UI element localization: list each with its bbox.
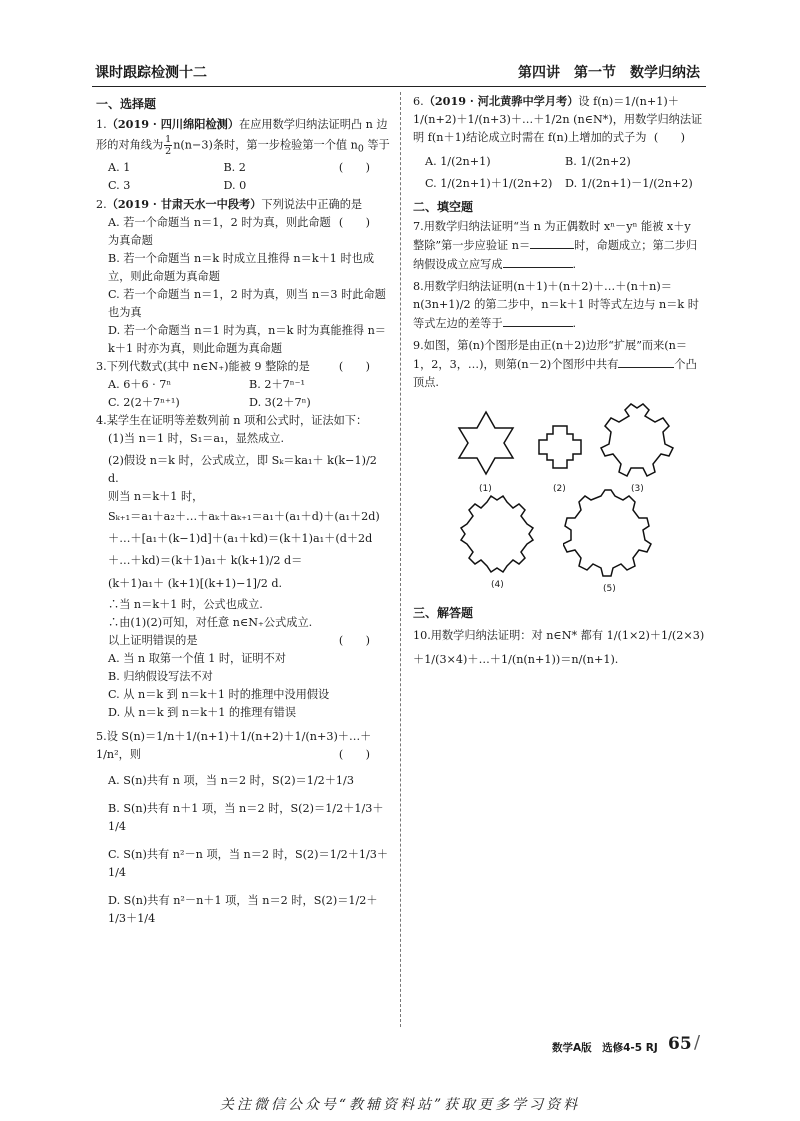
figure-label: (2) (553, 484, 566, 494)
q1-text-c: 等于 (363, 138, 390, 152)
q2-source: （2019 · 甘肃天水一中段考） (106, 196, 262, 211)
question-10 (413, 624, 705, 672)
q9-text-a: 如图，第(n)个图形是由正(n＋2)边形“扩展”而来(n＝1，2，3，…)，则第(n－2)个图形中共有 (413, 339, 688, 371)
q1-source: （2019 · 四川绵阳检测） (106, 117, 240, 131)
q7-text-a: 用数学归纳法证明“当 n 为正偶数时 xⁿ－yⁿ 能被 x＋y 整除”第一步应验证 n＝ (413, 220, 691, 252)
footer-book: 数学A版 选修4-5 RJ (552, 1042, 658, 1054)
option: D. 从 n＝k 到 n＝k＋1 的推理有错误 (108, 705, 297, 719)
option: A. 当 n 取第一个值 1 时，证明不对 (108, 651, 286, 665)
q5-paren: ( ) (338, 747, 370, 761)
q6-num: 6. (413, 95, 424, 108)
question-7 (413, 218, 705, 274)
option: B. 2＋7ⁿ⁻¹ (249, 377, 305, 391)
question-9 (413, 337, 705, 392)
q3-paren: ( ) (338, 359, 370, 373)
q6-text: 设 f(n)＝1/(n+1)＋1/(n+2)＋1/(n+3)＋…＋1/2n (n∈N*)，用数学归纳法证明 f(n＋1)结论成立时需在 f(n)上增加的式子为 (413, 95, 703, 144)
watermark-text: 关注微信公众号“教辅资料站”获取更多学习资料 (219, 1097, 581, 1113)
q8-num: 8. (413, 280, 424, 293)
q4-line: 则当 n＝k＋1 时， (108, 489, 204, 503)
question-6 (413, 92, 705, 195)
q7-blank-1[interactable] (530, 236, 574, 249)
figure-label: (4) (491, 580, 504, 590)
q4-line: (k＋1)a₁＋ (k+1)[(k+1)−1]/2 d. (108, 576, 283, 590)
figure-1-star (451, 408, 521, 478)
q4-line: ∴当 n＝k＋1 时，公式也成立. (108, 597, 263, 611)
q7-blank-2[interactable] (503, 255, 573, 268)
q4-line: 某学生在证明等差数列前 n 项和公式时，证法如下： (106, 413, 368, 427)
question-5 (96, 728, 390, 928)
figure-4-shape (457, 494, 537, 574)
option: B. 2 (223, 160, 246, 174)
q5-num: 5. (96, 729, 107, 743)
q6-options (413, 151, 705, 195)
q4-line: 以上证明错误的是 ( ) (96, 632, 390, 650)
option: B. 若一个命题当 n＝k 时成立且推得 n＝k＋1 时也成立，则此命题为真命题 (108, 251, 375, 283)
option: C. 1/(2n+1)＋1/(2n+2) (425, 177, 553, 190)
section-fill: 二、填空题 (413, 200, 474, 214)
section-choice: 一、选择题 (96, 97, 157, 111)
option: B. S(n)共有 n＋1 项，当 n＝2 时，S(2)＝1/2＋1/3＋1/4 (108, 801, 384, 833)
q3-options (96, 376, 390, 412)
q2-text: 下列说法中正确的是 (261, 197, 363, 211)
q3-num: 3. (96, 359, 107, 373)
option: D. 0 (223, 178, 247, 192)
question-3 (96, 358, 390, 412)
option: D. S(n)共有 n²－n＋1 项，当 n＝2 时，S(2)＝1/2＋1/3＋1/4 (108, 893, 378, 925)
right-column (413, 92, 705, 672)
q1-frac: $\frac{1}{2}$ (165, 134, 172, 157)
q6-paren: ( ) (653, 131, 685, 144)
option: C. S(n)共有 n²－n 项，当 n＝2 时，S(2)＝1/2＋1/3＋1/4 (108, 847, 389, 879)
q7-text-b: 时，命题成立；第二步归纳假设成立应写成 (413, 239, 698, 271)
q6-source: （2019 · 河北黄骅中学月考） (423, 94, 579, 108)
option: C. 若一个命题当 n＝1，2 时为真，则当 n＝3 时此命题也为真 (108, 287, 386, 319)
q1-text-b: n(n−3)条时，第一步检验第一个值 n (173, 138, 358, 152)
option: C. 2(2＋7ⁿ⁺¹) (108, 395, 180, 409)
figure-3-shape (597, 400, 677, 480)
option: D. 若一个命题当 n＝1 时为真，n＝k 时为真能推得 n＝k＋1 时亦为真，则此命题为真命题 (108, 323, 386, 355)
q8-text-a: 用数学归纳法证明(n＋1)＋(n＋2)＋…＋(n＋n)＝ n(3n+1)/2 的第二步中，n＝k＋1 时等式左边与 n＝k 时等式左边的差等于 (413, 280, 699, 330)
q5-text: 设 S(n)＝1/n＋1/(n+1)＋1/(n+2)＋1/(n+3)＋…＋1/n²，则 (96, 729, 372, 761)
q4-line: Sₖ₊₁＝a₁＋a₂＋…＋aₖ＋aₖ₊₁＝a₁＋(a₁＋d)＋(a₁＋2d)＋…＋[a₁＋(k−1)d]＋(a₁＋kd)＝(k＋1)a₁＋(d＋2d＋…＋kd)＝(k＋1)a₁＋ k(k+1)/2 d＝ (108, 509, 380, 567)
q10-num: 10. (413, 629, 431, 642)
figure-2-cross (535, 422, 585, 472)
option: A. S(n)共有 n 项，当 n＝2 时，S(2)＝1/2＋1/3 (108, 773, 354, 787)
q9-blank[interactable] (618, 355, 674, 368)
figure-label: (1) (479, 484, 492, 494)
q9-num: 9. (413, 339, 424, 352)
question-1 (96, 115, 390, 195)
q4-line: (1)当 n＝1 时，S₁＝a₁，显然成立. (108, 431, 285, 445)
option: D. 1/(2n+1)－1/(2n+2) (565, 177, 693, 190)
q1-num: 1. (96, 118, 107, 131)
option: C. 从 n＝k 到 n＝k＋1 时的推理中没用假设 (108, 687, 330, 701)
q4-line: (2)假设 n＝k 时，公式成立，即 Sₖ＝ka₁＋ k(k−1)/2 d. (108, 453, 377, 485)
q2-num: 2. (96, 197, 107, 211)
q7-num: 7. (413, 220, 424, 233)
q9-text-b: 个凸顶点. (413, 358, 697, 389)
header-rule (92, 86, 706, 87)
figure-label: (3) (631, 484, 644, 494)
figure-label: (5) (603, 584, 616, 594)
question-2 (96, 195, 390, 358)
header-title: 课时跟踪检测十二 (95, 65, 207, 81)
q3-text: 下列代数式(其中 n∈N₊)能被 9 整除的是 (106, 359, 310, 373)
column-divider (400, 92, 401, 1027)
q8-blank[interactable] (503, 314, 573, 327)
option: A. 1/(2n+1) (425, 155, 491, 168)
left-column (96, 92, 390, 928)
option: B. 1/(2n+2) (565, 155, 631, 168)
footer-slash: / (694, 1032, 701, 1053)
question-8 (413, 278, 705, 333)
figure-group (413, 400, 705, 594)
question-4 (96, 412, 390, 722)
option: A. 6＋6 · 7ⁿ (108, 377, 172, 391)
option: C. 3 (108, 178, 131, 192)
page-number: 65 (668, 1034, 692, 1054)
q2-paren: ( ) (338, 215, 370, 229)
q7-text-c: . (572, 258, 577, 271)
q8-text-b: . (572, 317, 577, 330)
option: B. 归纳假设写法不对 (108, 669, 213, 683)
q1-paren: ( ) (338, 160, 370, 174)
q1-sub: 0 (357, 143, 364, 155)
q4-paren: ( ) (338, 633, 370, 647)
option: A. 若一个命题当 n＝1，2 时为真，则此命题为真命题 (108, 215, 331, 247)
header-chapter: 第四讲 第一节 数学归纳法 (518, 65, 700, 81)
q4-line: ∴由(1)(2)可知，对任意 n∈N₊公式成立. (108, 615, 313, 629)
figure-5-shape (563, 488, 653, 578)
option: D. 3(2＋7ⁿ) (249, 395, 311, 409)
q1-text-a: 在应用数学归纳法证明凸 n 边形的对角线为 (96, 118, 388, 152)
section-answer: 三、解答题 (413, 606, 474, 620)
q1-options (96, 159, 339, 195)
q4-num: 4. (96, 413, 107, 427)
q10-text: 用数学归纳法证明：对 n∈N* 都有 1/(1×2)＋1/(2×3)＋1/(3×4)＋…＋1/(n(n+1))＝n/(n+1). (413, 629, 705, 666)
option: A. 1 (108, 160, 131, 174)
